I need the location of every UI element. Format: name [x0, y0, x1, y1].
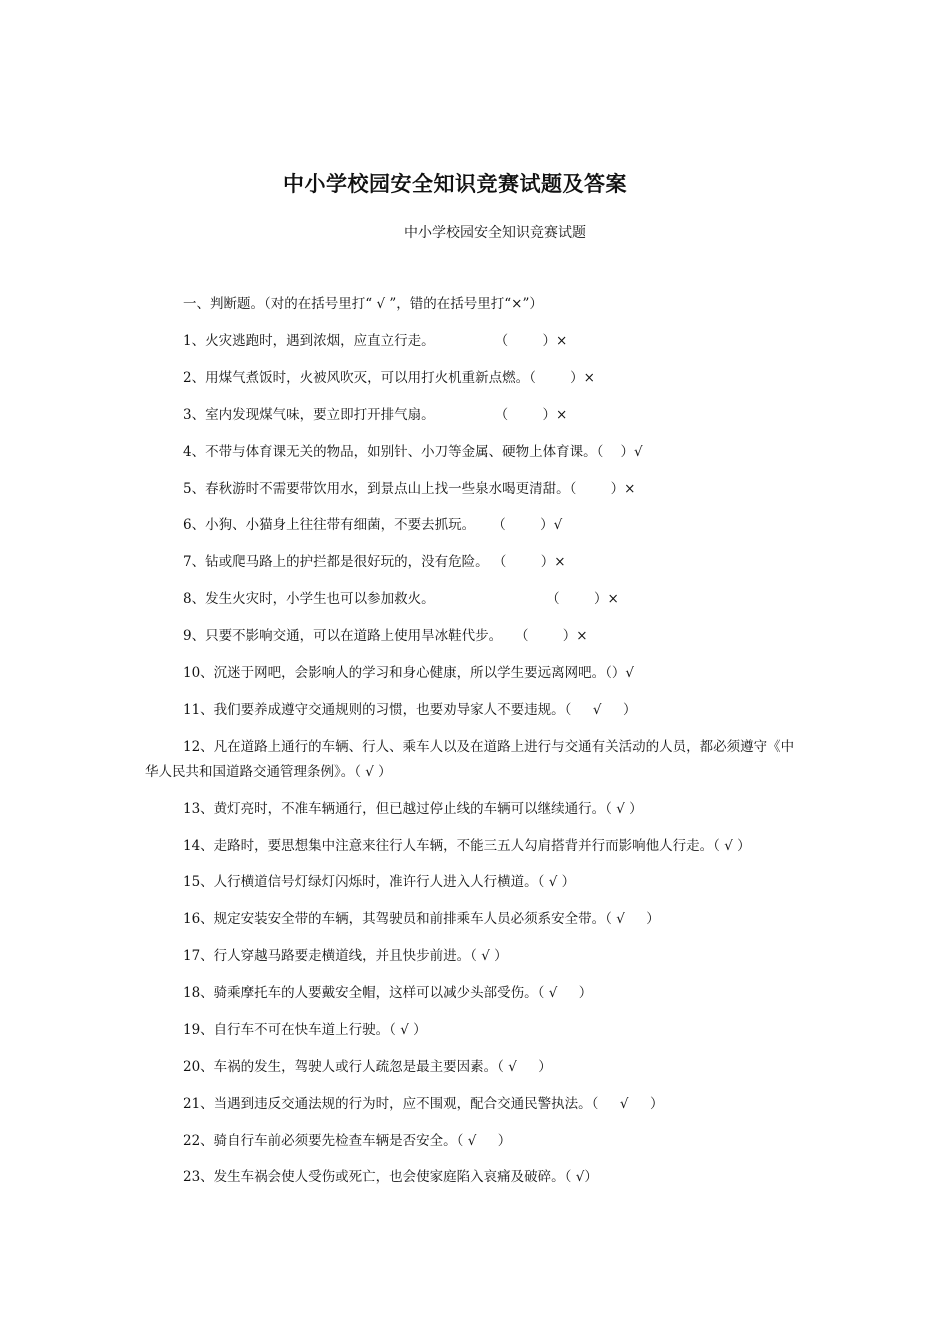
question-7: 7、钻或爬马路上的护拦都是很好玩的，没有危险。 （ ）× [183, 554, 566, 570]
page-subtitle: 中小学校园安全知识竞赛试题 [404, 225, 586, 241]
question-16: 16、规定安装安全带的车辆，其驾驶员和前排乘车人员必须系安全带。（ √ ） [183, 911, 660, 927]
section-heading: 一、判断题。（对的在括号里打“ √ ”，错的在括号里打“×”） [183, 296, 543, 312]
question-3: 3、室内发现煤气味，要立即打开排气扇。 （ ）× [183, 407, 568, 423]
question-11: 11、我们要养成遵守交通规则的习惯，也要劝导家人不要违规。（ √ ） [183, 702, 637, 718]
question-23: 23、发生车祸会使人受伤或死亡，也会使家庭陷入哀痛及破碎。（ √） [183, 1169, 598, 1185]
question-8: 8、发生火灾时，小学生也可以参加救火。 （ ）× [183, 591, 619, 607]
page-title: 中小学校园安全知识竞赛试题及答案 [283, 171, 627, 196]
question-22: 22、骑自行车前必须要先检查车辆是否安全。（ √ ） [183, 1133, 512, 1149]
question-2: 2、用煤气煮饭时，火被风吹灭，可以用打火机重新点燃。（ ）× [183, 370, 595, 386]
question-18: 18、骑乘摩托车的人要戴安全帽，这样可以减少头部受伤。（ √ ） [183, 985, 593, 1001]
question-15: 15、人行横道信号灯绿灯闪烁时，准许行人进入人行横道。（ √ ） [183, 874, 576, 890]
question-4: 4、不带与体育课无关的物品，如别针、小刀等金属、硬物上体育课。（ ）√ [183, 444, 643, 460]
question-13: 13、黄灯亮时，不准车辆通行，但已越过停止线的车辆可以继续通行。（ √ ） [183, 801, 643, 817]
question-12-line-2: 华人民共和国道路交通管理条例》。（ √ ） [145, 764, 392, 780]
question-21: 21、当遇到违反交通法规的行为时，应不围观，配合交通民警执法。（ √ ） [183, 1096, 664, 1112]
question-9: 9、只要不影响交通，可以在道路上使用旱冰鞋代步。 （ ）× [183, 628, 588, 644]
question-5: 5、春秋游时不需要带饮用水，到景点山上找一些泉水喝更清甜。（ ）× [183, 481, 636, 497]
question-6: 6、小狗、小猫身上往往带有细菌，不要去抓玩。 （ ）√ [183, 517, 563, 533]
question-20: 20、车祸的发生，驾驶人或行人疏忽是最主要因素。（ √ ） [183, 1059, 552, 1075]
question-19: 19、自行车不可在快车道上行驶。（ √ ） [183, 1022, 427, 1038]
question-10: 10、沉迷于网吧，会影响人的学习和身心健康，所以学生要远离网吧。（）√ [183, 665, 635, 681]
question-1: 1、火灾逃跑时，遇到浓烟，应直立行走。 （ ）× [183, 333, 568, 349]
question-12-line-1: 12、凡在道路上通行的车辆、行人、乘车人以及在道路上进行与交通有关活动的人员，都必须遵守《中 [183, 739, 795, 755]
question-17: 17、行人穿越马路要走横道线，并且快步前进。（ √ ） [183, 948, 508, 964]
question-14: 14、走路时，要思想集中注意来往行人车辆，不能三五人勾肩搭背并行而影响他人行走。（ √ ） [183, 838, 751, 854]
